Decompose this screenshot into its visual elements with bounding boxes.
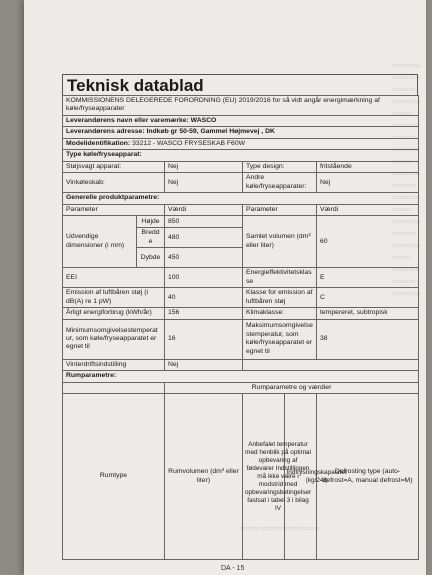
quiet-design-row	[63, 161, 419, 172]
compartment-header-row	[63, 371, 419, 382]
model-value: 33212 - WASCO FRYSESKAB F60W	[132, 139, 246, 147]
col-freezing: Indfrysningskapacitet (kg/24t)	[286, 468, 347, 484]
col-value-left: Værdi	[165, 204, 243, 215]
climate-value: tempereret, subtropisk	[317, 308, 419, 319]
appliance-type-header: Type køle/fryseapparat:	[63, 150, 419, 161]
regulation-text: KOMMISSIONENS DELEGEREDE FORORDNING (EU) 2019/2016 for så vidt angår energimærkning af køle/fryseapparater	[63, 96, 419, 116]
winter-label: Vinterdriftsindstilling	[63, 359, 165, 370]
height-value: 850	[165, 216, 243, 228]
volume-value: 60	[317, 216, 419, 268]
depth-value: 450	[165, 248, 243, 268]
design-label: Type design:	[243, 161, 317, 172]
data-sheet-table	[62, 95, 419, 560]
volume-label: Samlet volumen (dm³ eller liter)	[243, 216, 317, 268]
model-label: Modelidentifikation:	[66, 139, 131, 147]
min-temp-value: 16	[165, 319, 243, 359]
winter-value: Nej	[165, 359, 243, 370]
compartment-blank	[63, 382, 165, 393]
wine-label: Vinkøleskab:	[63, 173, 165, 193]
quiet-label: Støjsvagt apparat:	[63, 161, 165, 172]
col-parameter-right: Parameter	[243, 204, 317, 215]
annual-row	[63, 308, 419, 319]
noise-label: Emission af luftbåren støj (i dB(A) re 1 pW)	[63, 288, 165, 308]
height-label: Højde	[137, 216, 165, 228]
noise-class-value: C	[317, 288, 419, 308]
col-recommended-freezing	[243, 394, 347, 560]
climate-label: Klimaklasse:	[243, 308, 317, 319]
compartment-subheader-row	[63, 382, 419, 393]
wine-value: Nej	[165, 173, 243, 193]
model-identification	[63, 138, 419, 149]
param-header-row	[63, 204, 419, 215]
winter-row	[63, 359, 419, 370]
min-temp-label: Minimumsomgivelsestemperatur, som køle/fryseapparatet er egnet til	[63, 319, 165, 359]
design-value: fritstående	[317, 161, 419, 172]
winter-empty	[243, 359, 419, 370]
general-header: Generelle produktparametre:	[63, 193, 419, 204]
general-header-row	[63, 193, 419, 204]
page-number: DA - 15	[221, 565, 245, 572]
annual-value: 156	[165, 308, 243, 319]
height-row	[63, 216, 419, 228]
energy-class-label: Energieffektivitetsklasse	[243, 268, 317, 288]
eei-label: EEI	[63, 268, 165, 288]
compartment-subheader: Rumparametre og værdier	[165, 382, 419, 393]
max-temp-value: 38	[317, 319, 419, 359]
document-title: Teknisk datablad	[62, 74, 418, 96]
depth-label: Dybde	[137, 248, 165, 268]
supplier-address-row	[63, 127, 419, 138]
eei-row	[63, 268, 419, 288]
other-value: Nej	[317, 173, 419, 193]
col-recommended: Anbefalet temperatur med henblik på optimal opbevaring af fødevarer Indstillingen må ikke være i modstrid med opbevaringsbetingelser fastsat i tabel 3 i bilag IV	[243, 394, 285, 559]
width-value: 480	[165, 228, 243, 248]
supplier-address: Leverandørens adresse: Indkøb gr 50-59, Gammel Højmevej , DK	[63, 127, 419, 138]
eei-value: 100	[165, 268, 243, 288]
temp-row	[63, 319, 419, 359]
other-label: Andre køle/fryseapparater:	[243, 173, 317, 193]
width-label: Bredde	[137, 228, 165, 248]
appliance-type-header-row	[63, 150, 419, 161]
energy-class-value: E	[317, 268, 419, 288]
noise-class-label: Klasse for emission af luftbåren støj	[243, 288, 317, 308]
bleed-through-footer: ▭▭▭▭▭▭▭▭▭▭▭▭▭▭	[240, 526, 320, 532]
wine-other-row	[63, 173, 419, 193]
col-volume: Rumvolumen (dm³ eller liter)	[165, 394, 243, 560]
col-defrost: Defrosting type (auto-defrost=A, manual defrost=M)	[317, 394, 419, 560]
noise-row	[63, 288, 419, 308]
quiet-value: Nej	[165, 161, 243, 172]
supplier-name: Leverandørens navn eller varemærke: WASCO	[63, 115, 419, 126]
compartment-columns-row	[63, 394, 419, 560]
col-value-right: Værdi	[317, 204, 419, 215]
max-temp-label: Maksimumsomgivelsestemperatur, som køle/fryseapparatet er egnet til	[243, 319, 317, 359]
col-type: Rumtype	[63, 394, 165, 560]
compartment-header: Rumparametre:	[63, 371, 419, 382]
noise-value: 40	[165, 288, 243, 308]
regulation-row	[63, 96, 419, 116]
annual-label: Årligt energiforbrug (kWh/år)	[63, 308, 165, 319]
bleed-through-text: ▭▭▭▭▭▭ ▭▭▭▭▭▭ ▭▭▭▭▭ ▭▭▭▭▭▭ ▭▭▭▭ ▭▭▭▭▭▭ ▭▭▭▭▭ ▭▭▭▭▭▭ ▭▭▭▭ ▭▭▭▭▭▭ ▭▭▭▭▭ ▭▭▭▭▭▭ ▭▭▭▭ ▭▭▭▭▭▭ ▭▭▭▭▭ ▭▭▭▭▭▭ ▭▭▭▭ ▭▭▭▭▭▭ ▭▭▭▭▭ ▭▭▭▭▭▭	[392, 63, 421, 297]
model-row	[63, 138, 419, 149]
supplier-name-row	[63, 115, 419, 126]
col-parameter-left: Parameter	[63, 204, 165, 215]
dims-label: Udvendige dimensioner (i mm)	[63, 216, 137, 268]
